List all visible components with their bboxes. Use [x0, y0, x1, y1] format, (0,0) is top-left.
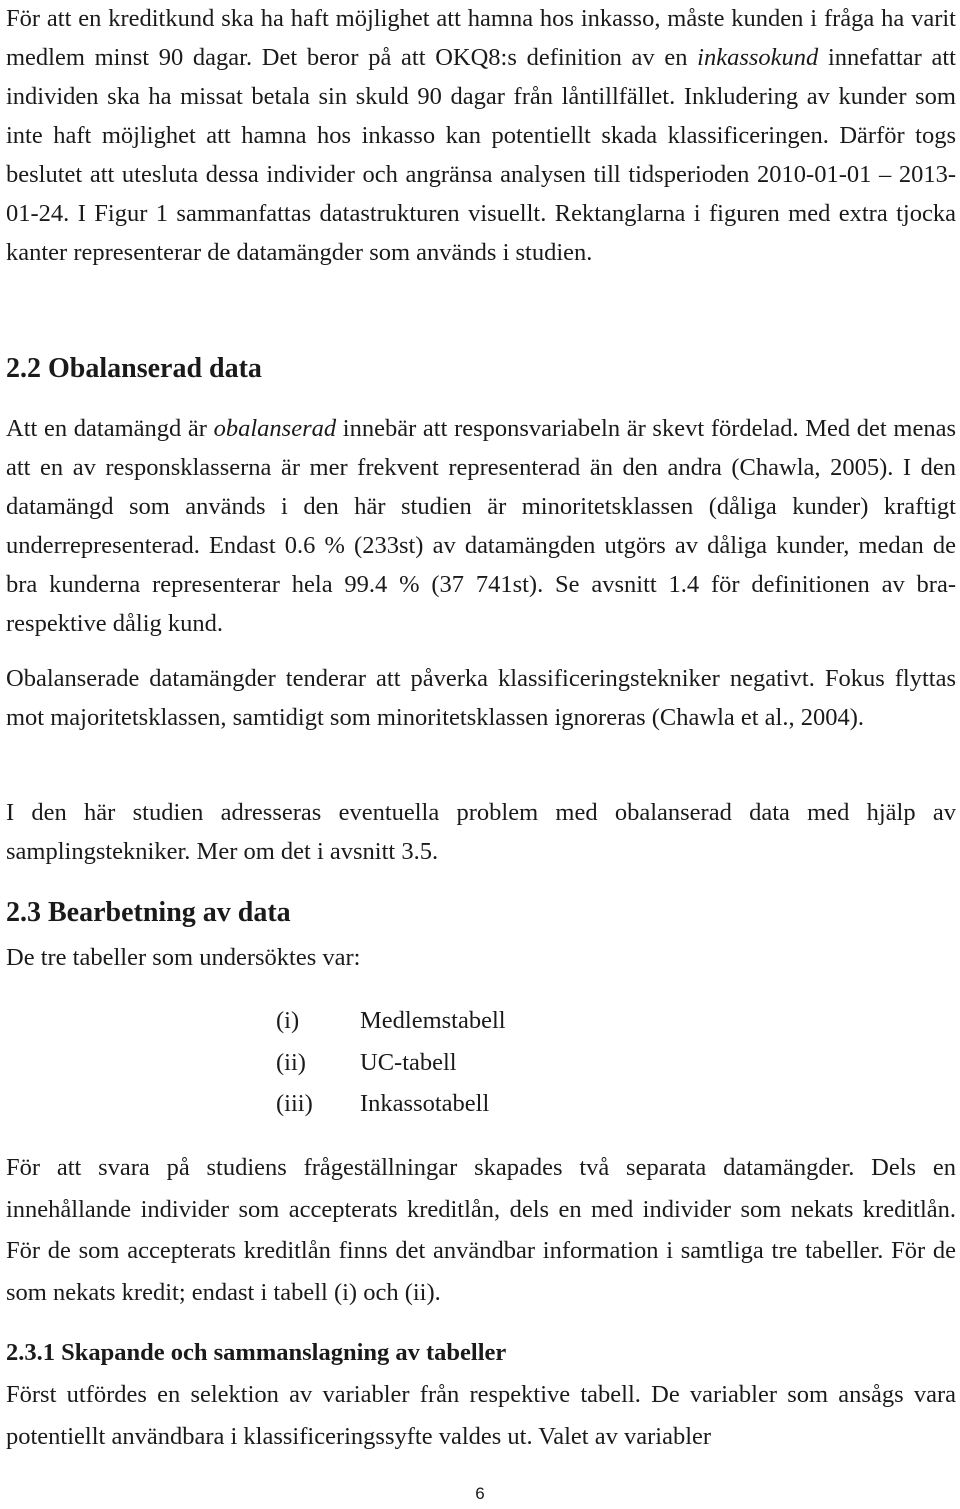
italic-term-inkassokund: inkassokund [697, 44, 819, 71]
paragraph-datamangder: För att svara på studiens frågeställningar skapades två separata datamängder. Dels en innehållande individer som accepterats kreditlån, dels en med individer som nekats kreditlån. För de som accepterats kreditlån finns det användbar information i samtliga tre tabeller. För de som nekats kredit; endast i tabell (i) och (ii). [6, 1154, 956, 1306]
list-item [276, 1042, 506, 1084]
list-item-label: Inkassotabell [360, 1090, 490, 1117]
paragraph-tabeller-intro: De tre tabeller som undersöktes var: [6, 944, 361, 971]
paragraph-selektion: Först utfördes en selektion av variabler från respektive tabell. De variabler som ansågs vara potentiellt användbara i klassificeringssyfte valdes ut. Valet av variabler [6, 1381, 956, 1450]
section-heading-obalanserad-data: 2.2 Obalanserad data [6, 353, 262, 384]
paragraph-obalanserade-effekt: Obalanserade datamängder tenderar att påverka klassificeringstekniker negativt. Fokus flyttas mot majoritetsklassen, samtidigt som minoritetsklassen ignoreras (Chawla et al., 2004). [6, 665, 956, 731]
paragraph-obalanserad-definition: Att en datamängd är obalanserad innebär att responsvariabeln är skevt fördelad. Med det menas att en av responsklasserna är mer frekvent representerad än den andra (Chawla, 2005). I den datamängd som används i den här studien är minoritetsklassen (dåliga kunder) kraftigt underrepresenterad. Endast 0.6 % (233st) av datamängden utgörs av dåliga kunder, medan de bra kunderna representerar hela 99.4 % (37 741st). Se avsnitt 1.4 för definitionen av bra- respektive dålig kund. [6, 415, 956, 637]
list-item-number: (i) [276, 1007, 300, 1034]
list-item-number: (iii) [276, 1090, 313, 1117]
section-heading-bearbetning: 2.3 Bearbetning av data [6, 897, 291, 928]
subsection-heading-skapande: 2.3.1 Skapande och sammanslagning av tabeller [6, 1339, 507, 1366]
list-item [276, 1083, 506, 1125]
list-item-label: Medlemstabell [360, 1007, 506, 1034]
list-item-number: (ii) [276, 1048, 306, 1076]
list-item-label: UC-tabell [360, 1048, 457, 1076]
paragraph-samplingstekniker: I den här studien adresseras eventuella problem med obalanserad data med hjälp av samplingstekniker. Mer om det i avsnitt 3.5. [6, 799, 956, 865]
table-list [276, 1000, 506, 1125]
italic-term-obalanserad: obalanserad [213, 415, 337, 442]
page-number: 6 [475, 1484, 485, 1503]
list-item [276, 1000, 506, 1042]
paragraph-inkasso-definition: För att en kreditkund ska ha haft möjlighet att hamna hos inkasso, måste kunden i fråga ha varit medlem minst 90 dagar. Det beror på att OKQ8:s definition av en inkassokund innefattar att individen ska ha missat betala sin skuld 90 dagar från låntillfället. Inkludering av kunder som inte haft möjlighet att hamna hos inkasso kan potentiellt skada klassificeringen. Därför togs beslutet att utesluta dessa individer och angränsa analysen till tidsperioden 2010-01-01 – 2013-01-24. I Figur 1 sammanfattas datastrukturen visuellt. Rektanglarna i figuren med extra tjocka kanter representerar de datamängder som används i studien. [6, 5, 956, 266]
